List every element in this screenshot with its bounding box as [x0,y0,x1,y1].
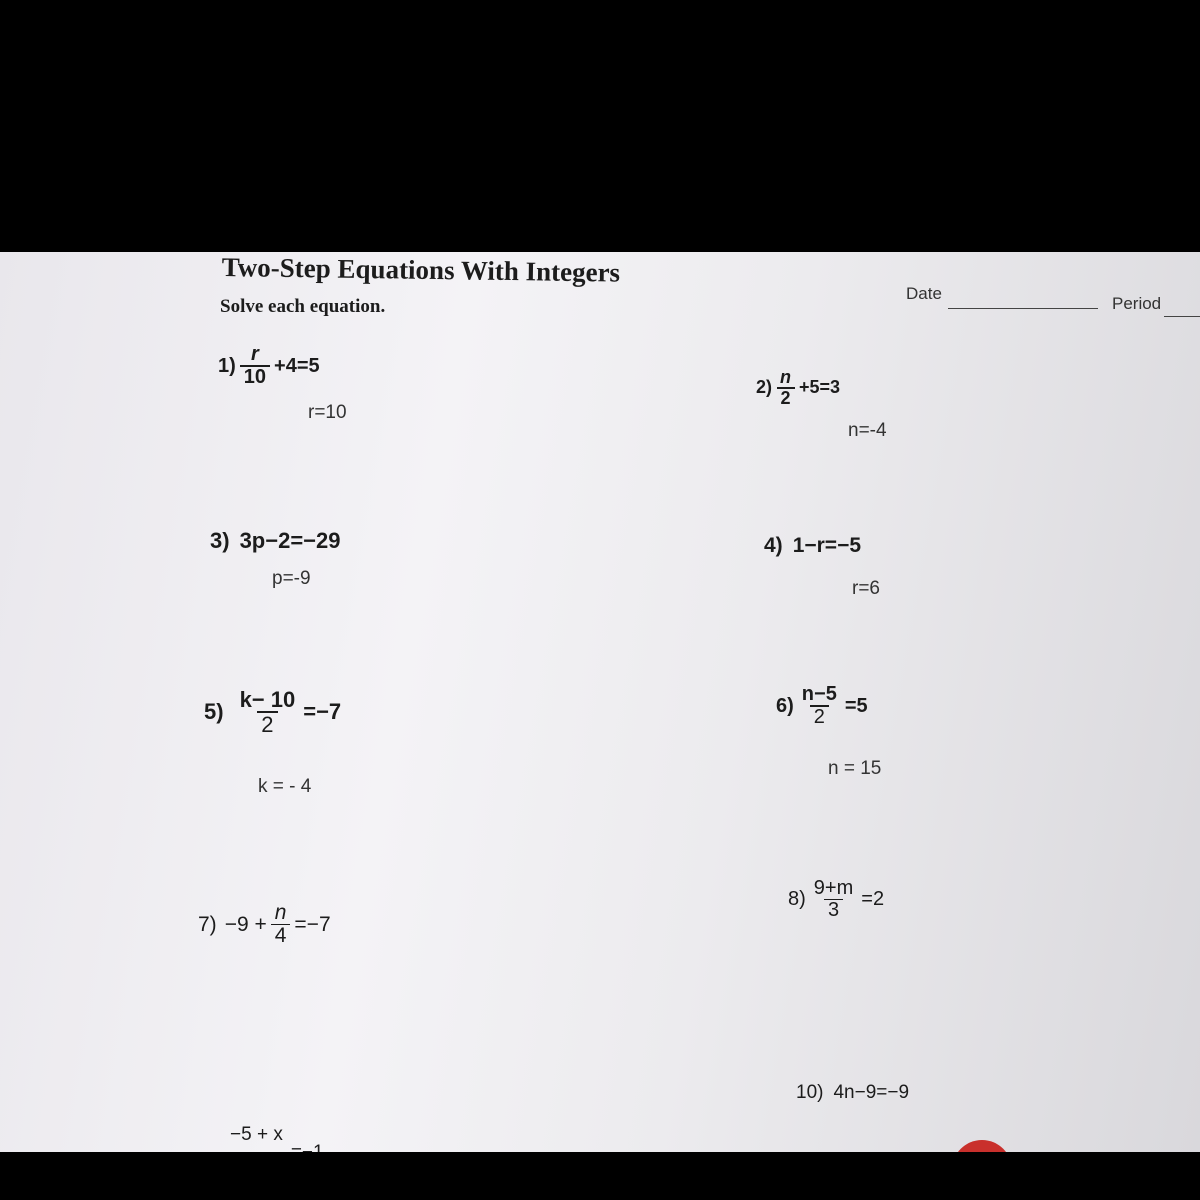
problem-number: 4) [764,534,783,557]
problem-number: 8) [788,888,806,910]
fraction [810,878,857,921]
problem-1 [218,344,320,388]
equation-prefix: −9 + [224,912,267,936]
equation-rest: =−7 [303,699,342,725]
denominator: 2 [810,705,829,728]
problem-number: 5) [204,699,224,725]
period-label: Period [1112,294,1162,313]
problem-number: 1) [218,354,236,377]
equation-rest: +5=3 [799,377,841,398]
date-line [948,308,1098,309]
problem-10 [796,1082,909,1104]
equation-rest: =5 [844,694,868,717]
numerator: n [780,367,792,387]
equation-rest: =2 [861,888,885,910]
equation: 4n−9=−9 [833,1082,910,1103]
numerator: n−5 [801,683,837,705]
problem-number: 3) [210,528,230,553]
numerator: −5 + x [230,1124,283,1145]
denominator: 2 [777,387,795,408]
numerator: 9+m [813,877,854,899]
problem-5 [204,688,341,736]
equation-rest: =−7 [294,912,331,936]
problem-2 [756,368,840,408]
fraction [240,344,270,388]
equation: 3p−2=−29 [239,528,341,553]
answer-6: n = 15 [828,758,882,779]
fraction [798,684,841,728]
answer-1: r=10 [308,402,347,423]
problem-7 [198,902,331,947]
problem-number: 2) [756,377,773,398]
period-line [1164,316,1200,317]
answer-2: n=-4 [848,420,887,441]
denominator: 3 [824,899,843,921]
problem-number: 7) [198,912,217,936]
denominator: 4 [271,924,291,947]
equation-rest: +4=5 [274,354,320,377]
answer-4: r=6 [852,578,880,599]
worksheet-page [0,252,1200,1152]
date-label: Date [906,284,942,303]
equation: 1−r=−5 [792,534,862,557]
fraction [271,902,291,947]
problem-9-partial [230,1124,324,1146]
problem-number: 10) [796,1082,824,1103]
problem-8 [788,878,884,921]
numerator: n [274,901,287,924]
denominator: 2 [257,711,277,736]
numerator: r [251,343,259,365]
problem-3 [210,528,341,554]
worksheet-title: Two-Step Equations With Integers [221,252,621,288]
answer-3: p=-9 [272,568,311,589]
problem-4 [764,534,861,558]
numerator: k− 10 [239,687,296,712]
problem-number: 6) [776,694,794,717]
answer-5: k = - 4 [258,776,312,797]
bottom-dark-region [0,1152,1200,1200]
instructions: Solve each equation. [220,296,386,317]
fraction [776,368,795,408]
fraction [236,688,300,736]
problem-6 [776,684,868,728]
denominator: 10 [240,365,270,388]
